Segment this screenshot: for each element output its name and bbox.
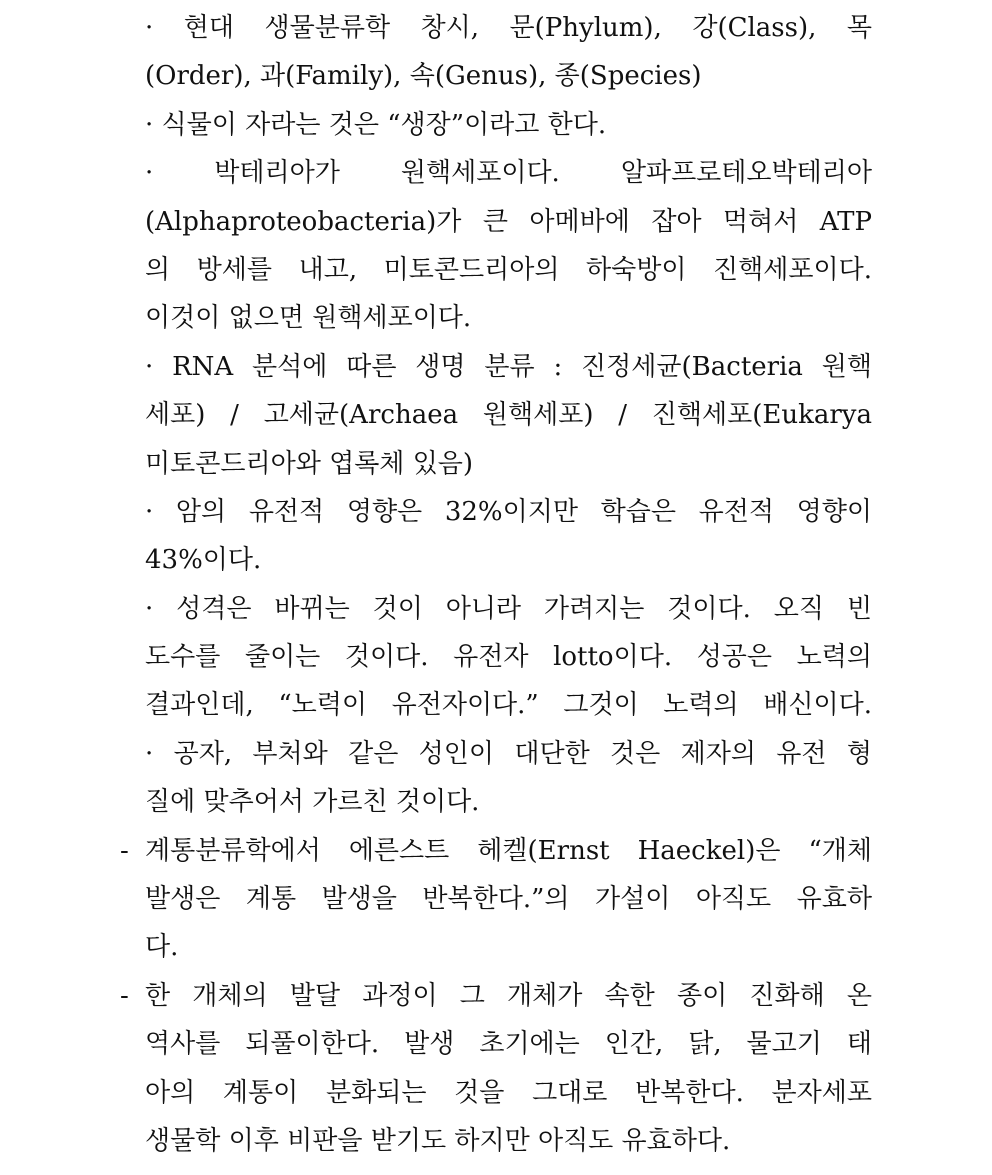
bullet-paragraph (0, 488, 992, 585)
bullet-paragraph (0, 343, 992, 488)
text-line: 계통분류학에서 에른스트 헤켈(Ernst Haeckel)은 “개체 (145, 835, 872, 866)
bullet-paragraph (0, 585, 992, 730)
text-line: 발생은 계통 발생을 반복한다.”의 가설이 아직도 유효하 (145, 884, 872, 915)
bullet-paragraph (0, 4, 992, 101)
text-line: · 공자, 부처와 같은 성인이 대단한 것은 제자의 유전 형 (145, 738, 872, 769)
dash-paragraph (0, 972, 992, 1166)
document-body (0, 4, 992, 1165)
text-line: · 성격은 바뀌는 것이 아니라 가려지는 것이다. 오직 빈 (145, 593, 872, 624)
bullet-paragraph (0, 149, 992, 343)
text-line: 이것이 없으면 원핵세포이다. (145, 303, 472, 334)
dash-paragraph (0, 827, 992, 972)
text-line: 아의 계통이 분화되는 것을 그대로 반복한다. 분자세포 (145, 1077, 872, 1108)
text-line: 의 방세를 내고, 미토콘드리아의 하숙방이 진핵세포이다. (145, 254, 872, 285)
text-line: · RNA 분석에 따른 생명 분류 : 진정세균(Bacteria 원핵 (145, 351, 872, 382)
dash-marker: - (120, 835, 129, 866)
text-line: 도수를 줄이는 것이다. 유전자 lotto이다. 성공은 노력의 (145, 642, 872, 673)
text-line: 생물학 이후 비판을 받기도 하지만 아직도 유효하다. (145, 1125, 731, 1156)
text-line: 세포) / 고세균(Archaea 원핵세포) / 진핵세포(Eukarya (145, 400, 872, 431)
text-line: · 박테리아가 원핵세포이다. 알파프로테오박테리아 (145, 158, 872, 189)
dash-marker: - (120, 980, 129, 1011)
text-line: 다. (145, 932, 179, 963)
text-line: 질에 맞추어서 가르친 것이다. (145, 787, 480, 818)
text-line: (Order), 과(Family), 속(Genus), 종(Species) (145, 61, 702, 92)
text-line: · 현대 생물분류학 창시, 문(Phylum), 강(Class), 목 (145, 13, 872, 43)
text-line: 결과인데, “노력이 유전자이다.” 그것이 노력의 배신이다. (145, 690, 872, 721)
text-line: · 암의 유전적 영향은 32%이지만 학습은 유전적 영향이 (145, 496, 872, 527)
text-line: 미토콘드리아와 엽록체 있음) (145, 448, 474, 479)
text-line: (Alphaproteobacteria)가 큰 아메바에 잡아 먹혀서 ATP (145, 206, 872, 237)
text-line: · 식물이 자라는 것은 “생장”이라고 한다. (145, 109, 607, 140)
text-line: 한 개체의 발달 과정이 그 개체가 속한 종이 진화해 온 (145, 980, 872, 1011)
bullet-paragraph (0, 730, 992, 827)
bullet-paragraph (0, 101, 992, 149)
text-line: 역사를 되풀이한다. 발생 초기에는 인간, 닭, 물고기 태 (145, 1029, 872, 1060)
text-line: 43%이다. (145, 545, 262, 576)
